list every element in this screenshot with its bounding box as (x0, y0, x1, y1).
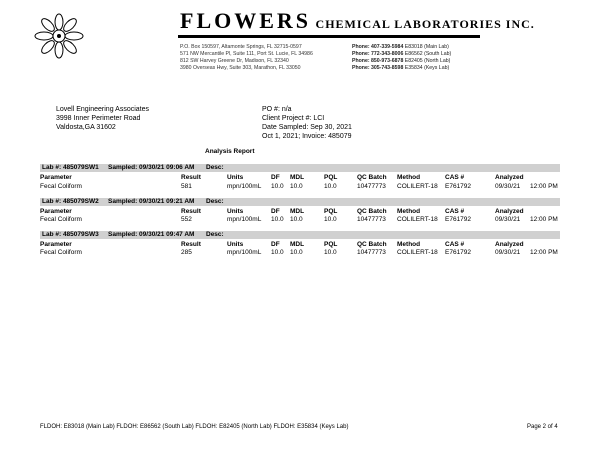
report-title: Analysis Report (205, 148, 255, 155)
lab-number: Lab #: 485079SW1 (42, 164, 99, 171)
date-sampled: Date Sampled: Sep 30, 2021 (262, 124, 352, 131)
cell-cas: E761792 (445, 183, 472, 190)
sample-header (40, 231, 560, 239)
client-city: Valdosta,GA 31602 (56, 124, 116, 131)
address-line: 571 NW Mercantile Pl, Suite 111, Port St. Lucie, FL 34986 (180, 51, 313, 57)
cell-analyzed-date: 09/30/21 (495, 183, 521, 190)
cell-result: 581 (181, 183, 192, 190)
col-cas: CAS # (445, 241, 465, 248)
cell-parameter: Fecal Coliform (40, 249, 82, 256)
col-pql: PQL (324, 241, 338, 248)
company-name-sub: CHEMICAL LABORATORIES INC. (315, 17, 535, 31)
col-result: Result (181, 174, 201, 181)
cell-mdl: 10.0 (290, 183, 303, 190)
col-qc-batch: QC Batch (357, 241, 387, 248)
cell-method: COLILERT-18 (397, 216, 438, 223)
lab-number: Lab #: 485079SW3 (42, 231, 99, 238)
cell-units: mpn/100mL (227, 249, 262, 256)
col-df: DF (271, 174, 280, 181)
col-cas: CAS # (445, 208, 465, 215)
cell-method: COLILERT-18 (397, 183, 438, 190)
client-project: Client Project #: LCI (262, 115, 325, 122)
cell-result: 552 (181, 216, 192, 223)
address-line: 3980 Overseas Hwy, Suite 303, Marathon, FL 33050 (180, 65, 301, 71)
col-method: Method (397, 241, 421, 248)
cell-analyzed-date: 09/30/21 (495, 216, 521, 223)
col-pql: PQL (324, 208, 338, 215)
cell-cas: E761792 (445, 249, 472, 256)
cell-units: mpn/100mL (227, 216, 262, 223)
col-result: Result (181, 241, 201, 248)
phone-line: Phone: 772-343-8006 E86562 (South Lab) (352, 51, 452, 57)
col-qc-batch: QC Batch (357, 174, 387, 181)
col-mdl: MDL (290, 241, 305, 248)
sampled-time: Sampled: 09/30/21 09:06 AM (108, 164, 195, 171)
col-analyzed: Analyzed (495, 174, 524, 181)
letterhead-rule (178, 35, 480, 38)
desc-label: Desc: (206, 164, 224, 171)
invoice-info: Oct 1, 2021; Invoice: 485079 (262, 133, 352, 140)
client-name: Lovell Engineering Associates (56, 106, 150, 113)
cell-parameter: Fecal Coliform (40, 183, 82, 190)
cell-mdl: 10.0 (290, 249, 303, 256)
col-units: Units (227, 208, 244, 215)
desc-label: Desc: (206, 198, 224, 205)
col-analyzed: Analyzed (495, 208, 524, 215)
cell-analyzed-time: 12:00 PM (530, 183, 558, 190)
flower-logo-icon (30, 10, 88, 62)
col-analyzed: Analyzed (495, 241, 524, 248)
col-result: Result (181, 208, 201, 215)
cell-result: 285 (181, 249, 192, 256)
col-df: DF (271, 208, 280, 215)
company-name (180, 8, 535, 34)
cell-cas: E761792 (445, 216, 472, 223)
cell-df: 10.0 (271, 183, 284, 190)
col-cas: CAS # (445, 174, 465, 181)
company-name-main: FLOWERS (180, 8, 312, 33)
col-parameter: Parameter (40, 241, 72, 248)
phone-line: Phone: 407-339-5984 E83018 (Main Lab) (352, 44, 449, 50)
col-qc-batch: QC Batch (357, 208, 387, 215)
col-mdl: MDL (290, 174, 305, 181)
footer-lab-ids: FLDOH: E83018 (Main Lab) FLDOH: E86562 (South Lab) FLDOH: E82405 (North Lab) FLDOH: E35834 (Keys Lab) (40, 424, 349, 430)
desc-label: Desc: (206, 231, 224, 238)
cell-pql: 10.0 (324, 249, 337, 256)
cell-analyzed-time: 12:00 PM (530, 249, 558, 256)
sample-header (40, 198, 560, 206)
sampled-time: Sampled: 09/30/21 09:21 AM (108, 198, 195, 205)
col-units: Units (227, 241, 244, 248)
client-street: 3998 Inner Perimeter Road (56, 115, 141, 122)
cell-qc-batch: 10477773 (357, 216, 386, 223)
col-method: Method (397, 174, 421, 181)
cell-analyzed-date: 09/30/21 (495, 249, 521, 256)
page-number: Page 2 of 4 (527, 424, 558, 430)
col-df: DF (271, 241, 280, 248)
cell-df: 10.0 (271, 216, 284, 223)
col-pql: PQL (324, 174, 338, 181)
phone-line: Phone: 850-973-6878 E82405 (North Lab) (352, 58, 451, 64)
col-parameter: Parameter (40, 174, 72, 181)
cell-pql: 10.0 (324, 216, 337, 223)
col-units: Units (227, 174, 244, 181)
sample-header (40, 164, 560, 172)
address-line: 812 SW Harvey Greene Dr, Madison, FL 32340 (180, 58, 289, 64)
cell-units: mpn/100mL (227, 183, 262, 190)
cell-parameter: Fecal Coliform (40, 216, 82, 223)
po-number: PO #: n/a (262, 106, 292, 113)
col-parameter: Parameter (40, 208, 72, 215)
col-mdl: MDL (290, 208, 305, 215)
col-method: Method (397, 208, 421, 215)
cell-analyzed-time: 12:00 PM (530, 216, 558, 223)
address-line: P.O. Box 150597, Altamonte Springs, FL 32715-0597 (180, 44, 302, 50)
lab-number: Lab #: 485079SW2 (42, 198, 99, 205)
cell-qc-batch: 10477773 (357, 249, 386, 256)
cell-method: COLILERT-18 (397, 249, 438, 256)
cell-pql: 10.0 (324, 183, 337, 190)
phone-line: Phone: 305-743-8598 E35834 (Keys Lab) (352, 65, 450, 71)
cell-mdl: 10.0 (290, 216, 303, 223)
sampled-time: Sampled: 09/30/21 09:47 AM (108, 231, 195, 238)
cell-df: 10.0 (271, 249, 284, 256)
cell-qc-batch: 10477773 (357, 183, 386, 190)
